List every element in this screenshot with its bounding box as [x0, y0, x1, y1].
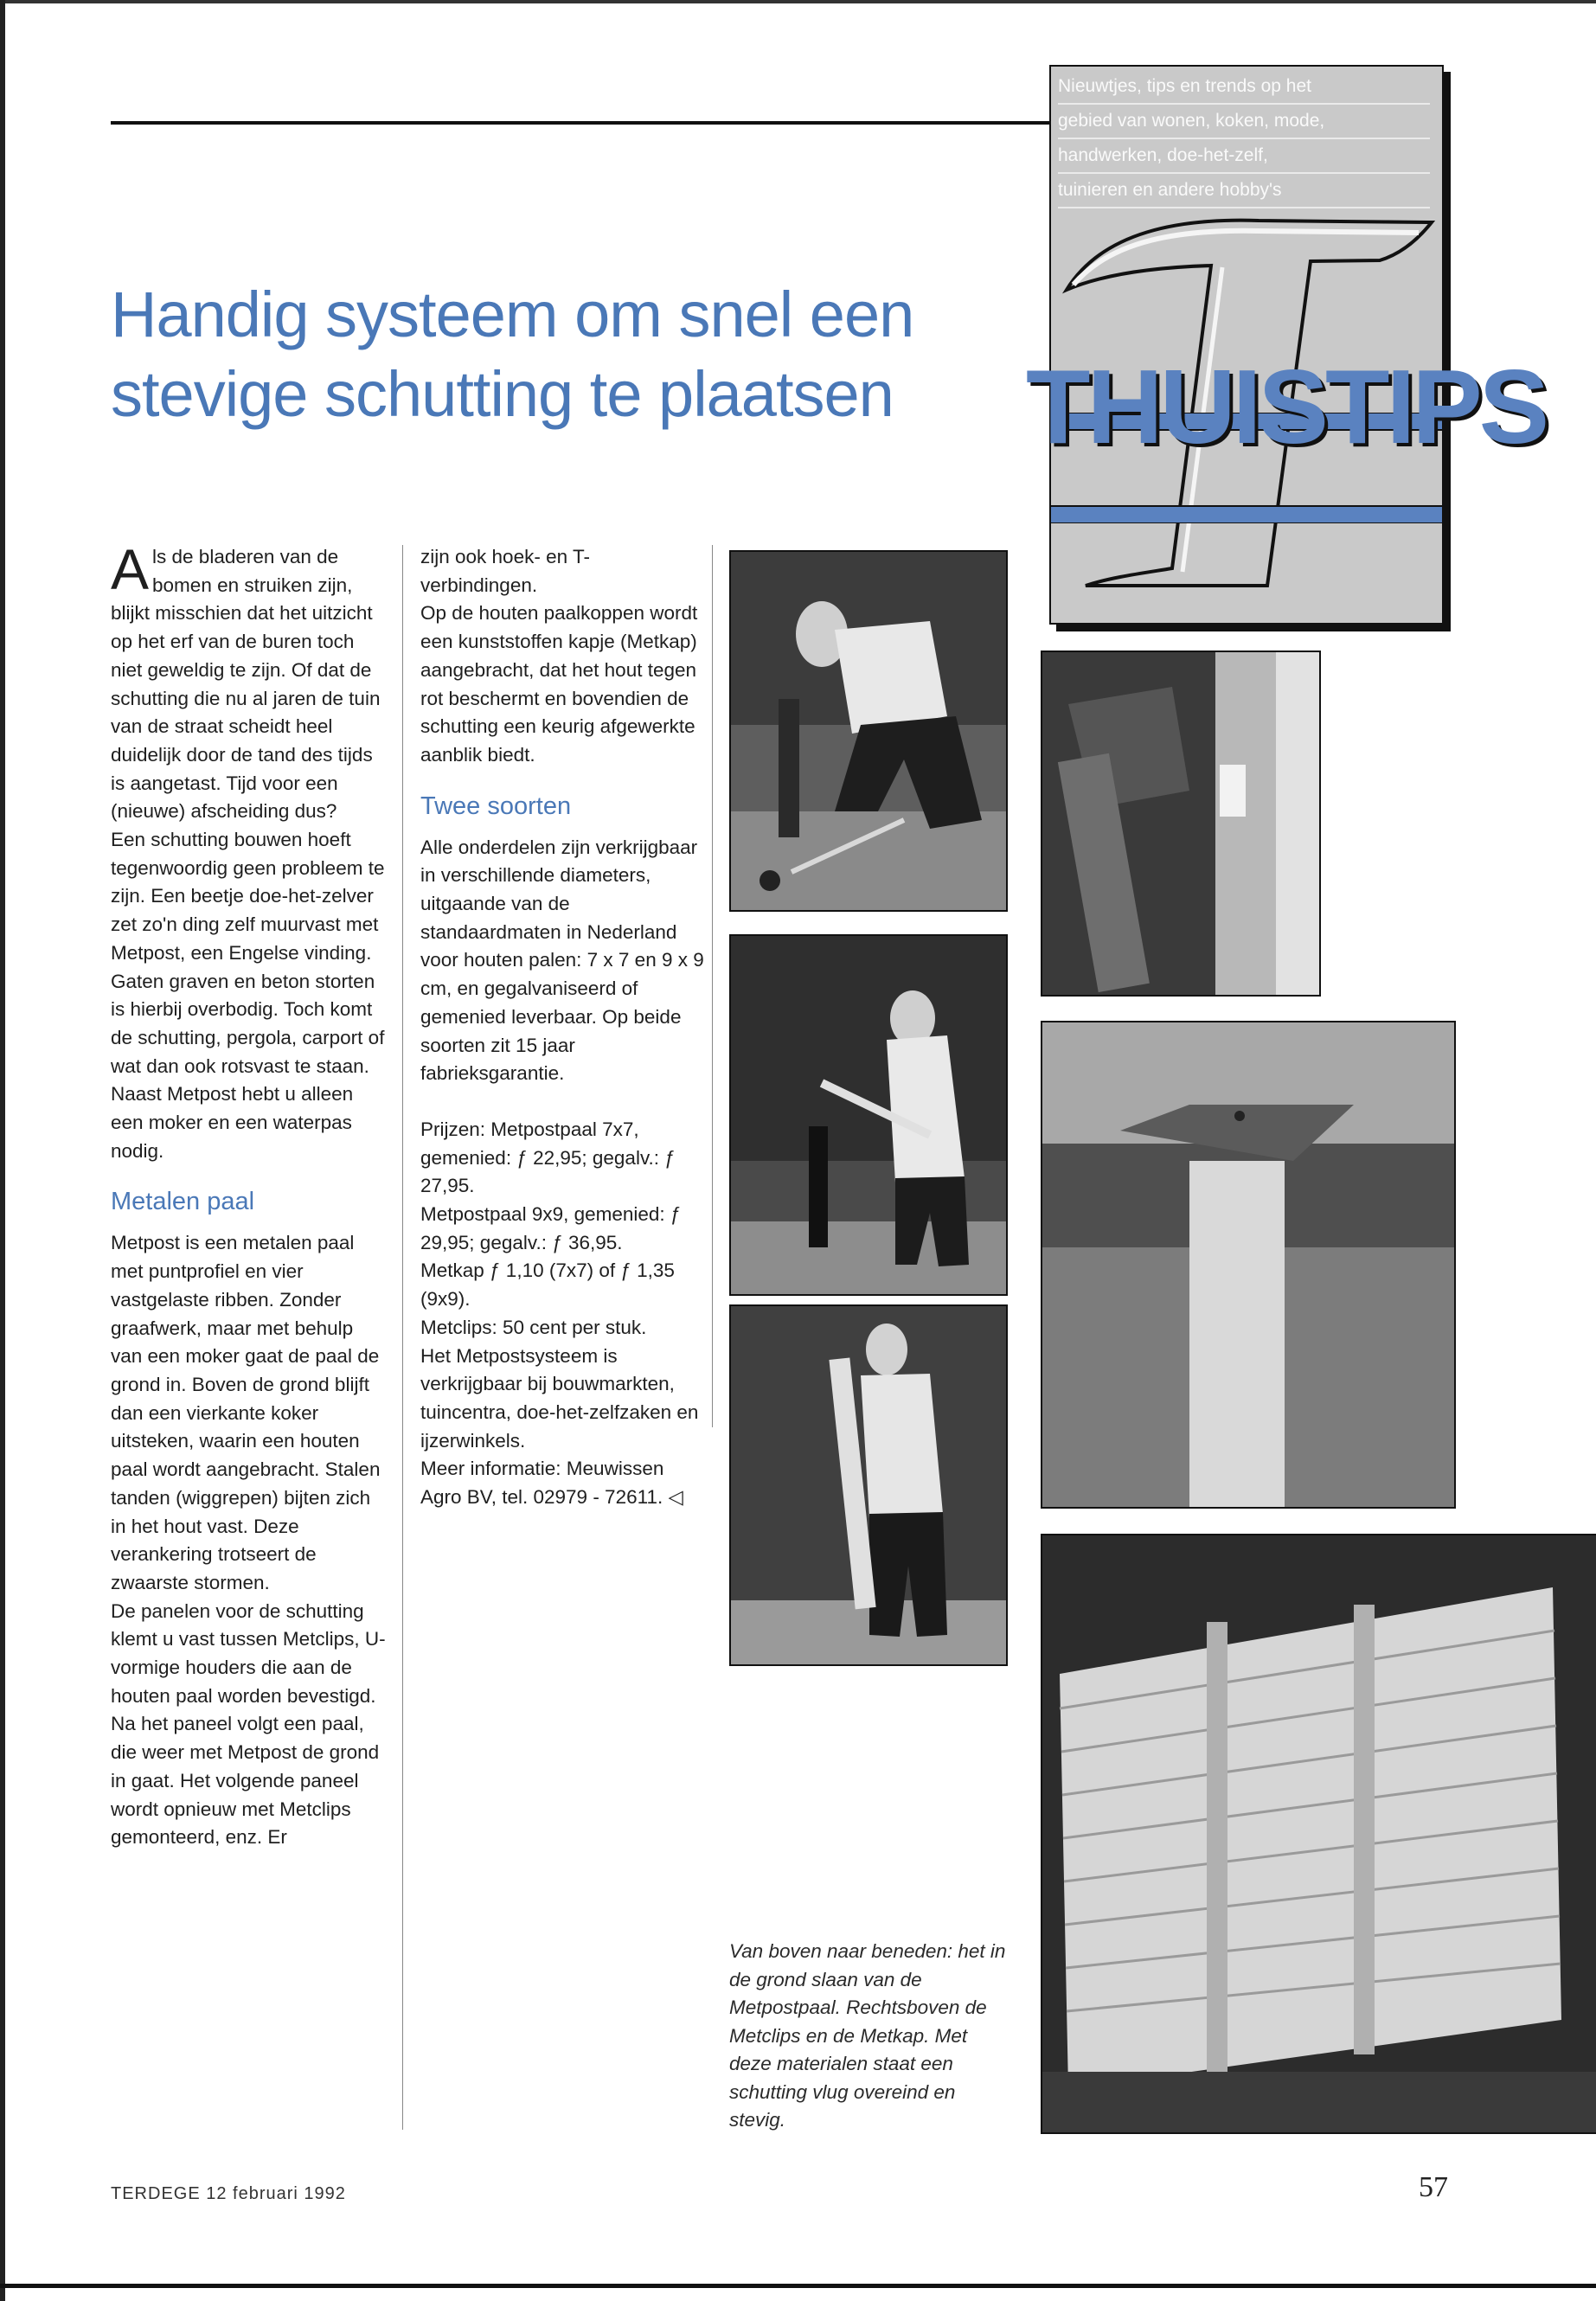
thuistips-intro-line: Nieuwtjes, tips en trends op het [1058, 70, 1430, 105]
price-line: Het Metpostsysteem is verkrijgbaar bij bouwmarkten, tuincentra, doe-het-zelfzaken en ijzerwinkels. [420, 1344, 699, 1452]
price-line: Metkap ƒ 1,10 (7x7) of ƒ 1,35 (9x9). [420, 1259, 675, 1311]
price-line: Meer informatie: Meuwissen Agro BV, tel. 02979 - 72611. ◁ [420, 1458, 683, 1509]
thuistips-intro-line: tuinieren en andere hobby's [1058, 174, 1430, 208]
thuistips-title: THUISTIPS [1026, 348, 1547, 465]
photo-finished-fence [1041, 1534, 1596, 2134]
page-bottom-edge [0, 2284, 1596, 2288]
photo-hammering-post [729, 550, 1008, 912]
price-line: Metclips: 50 cent per stuk. [420, 1316, 647, 1338]
article-paragraph: zijn ook hoek- en T-verbindingen. [420, 546, 590, 596]
photo-metkap-closeup [1041, 1021, 1456, 1509]
subhead-metalen-paal: Metalen paal [111, 1188, 255, 1216]
price-line: Metpostpaal 9x9, gemenied: ƒ 29,95; gegalv.: ƒ 36,95. [420, 1203, 682, 1253]
article-paragraph: Op de houten paalkoppen wordt een kunststoffen kapje (Metkap) aangebracht, dat het hout tegen rot beschermt en bovendien de schutting een keurig afgewerkte aanblik biedt. [420, 602, 698, 766]
subhead-twee-soorten: Twee soorten [420, 792, 572, 820]
article-column-2 [420, 543, 706, 1512]
article-paragraph: Alle onderdelen zijn verkrijgbaar in verschillende diameters, uitgaande van de standaardmaten in Nederland voor houten palen: 7 x 7 en 9 x 9 cm, en gegalvaniseerd of gemenied leverbaar. Op beide soorten zit 15 jaar fabrieksgarantie. [420, 836, 704, 1085]
price-line: Prijzen: Metpostpaal 7x7, gemenied: ƒ 22,95; gegalv.: ƒ 27,95. [420, 1118, 676, 1197]
photo-metclips-closeup [1041, 651, 1321, 997]
column-divider [712, 545, 713, 1427]
page-number: 57 [1419, 2171, 1448, 2203]
photo-caption: Van boven naar beneden: het in de grond slaan van de Metpostpaal. Rechtsboven de Metclips en de Metkap. Met deze materialen staat een schutting vlug overeind en stevig. [729, 1940, 1006, 2131]
page-left-edge [0, 0, 5, 2301]
headline-line-1: Handig systeem om snel een [111, 279, 914, 350]
page-top-edge [0, 0, 1596, 3]
photo-leveling-post [729, 934, 1008, 1296]
article-paragraph: Een schutting bouwen hoeft tegenwoordig geen probleem te zijn. Een beetje doe-het-zelver zet zo'n ding zelf muurvast met Metpost, een Engelse vinding. Gaten graven en beton storten is hierbij overbodig. Toch komt de schutting, pergola, carport of wat dan ook rotsvast te staan. Naast Metpost hebt u alleen een moker en een waterpas nodig. [111, 829, 385, 1162]
article-paragraph: Metpost is een metalen paal met puntprofiel en vier vastgelaste ribben. Zonder graafwerk, maar met behulp van een moker gaat de paal de grond in. Boven de grond blijft dan een vierkante koker uitsteken, waarin een houten paal wordt aangebracht. Stalen tanden (wiggrepen) bijten zich in het hout vast. Deze verankering trotseert de zwaarste stormen. [111, 1232, 381, 1593]
column-divider [402, 545, 403, 2130]
article-column-1 [111, 537, 388, 1852]
footer-issue: TERDEGE 12 februari 1992 [111, 2184, 346, 2203]
photo-carrying-post [729, 1304, 1008, 1666]
article-paragraph: De panelen voor de schutting klemt u vast tussen Metclips, U-vormige houders die aan de houten paal worden bevestigd. Na het paneel volgt een paal, die weer met Metpost de grond in gaat. Het volgende paneel wordt opnieuw met Metclips gemonteerd, enz. Er [111, 1599, 386, 1849]
thuistips-intro-line: handwerken, doe-het-zelf, [1058, 139, 1430, 174]
article-paragraph: Als de bladeren van de bomen en struiken zijn, blijkt misschien dat het uitzicht op het erf van de buren toch niet geweldig te zijn. Of dat de schutting die nu al jaren de tuin van de straat scheidt heel duidelijk door de tand des tijds is aangetast. Tijd voor een (nieuwe) afscheiding dus? [111, 537, 381, 823]
headline [111, 275, 1045, 434]
headline-line-2: stevige schutting te plaatsen [111, 358, 894, 430]
thuistips-intro-line: gebied van wonen, koken, mode, [1058, 105, 1430, 139]
dropcap: A [111, 537, 150, 601]
